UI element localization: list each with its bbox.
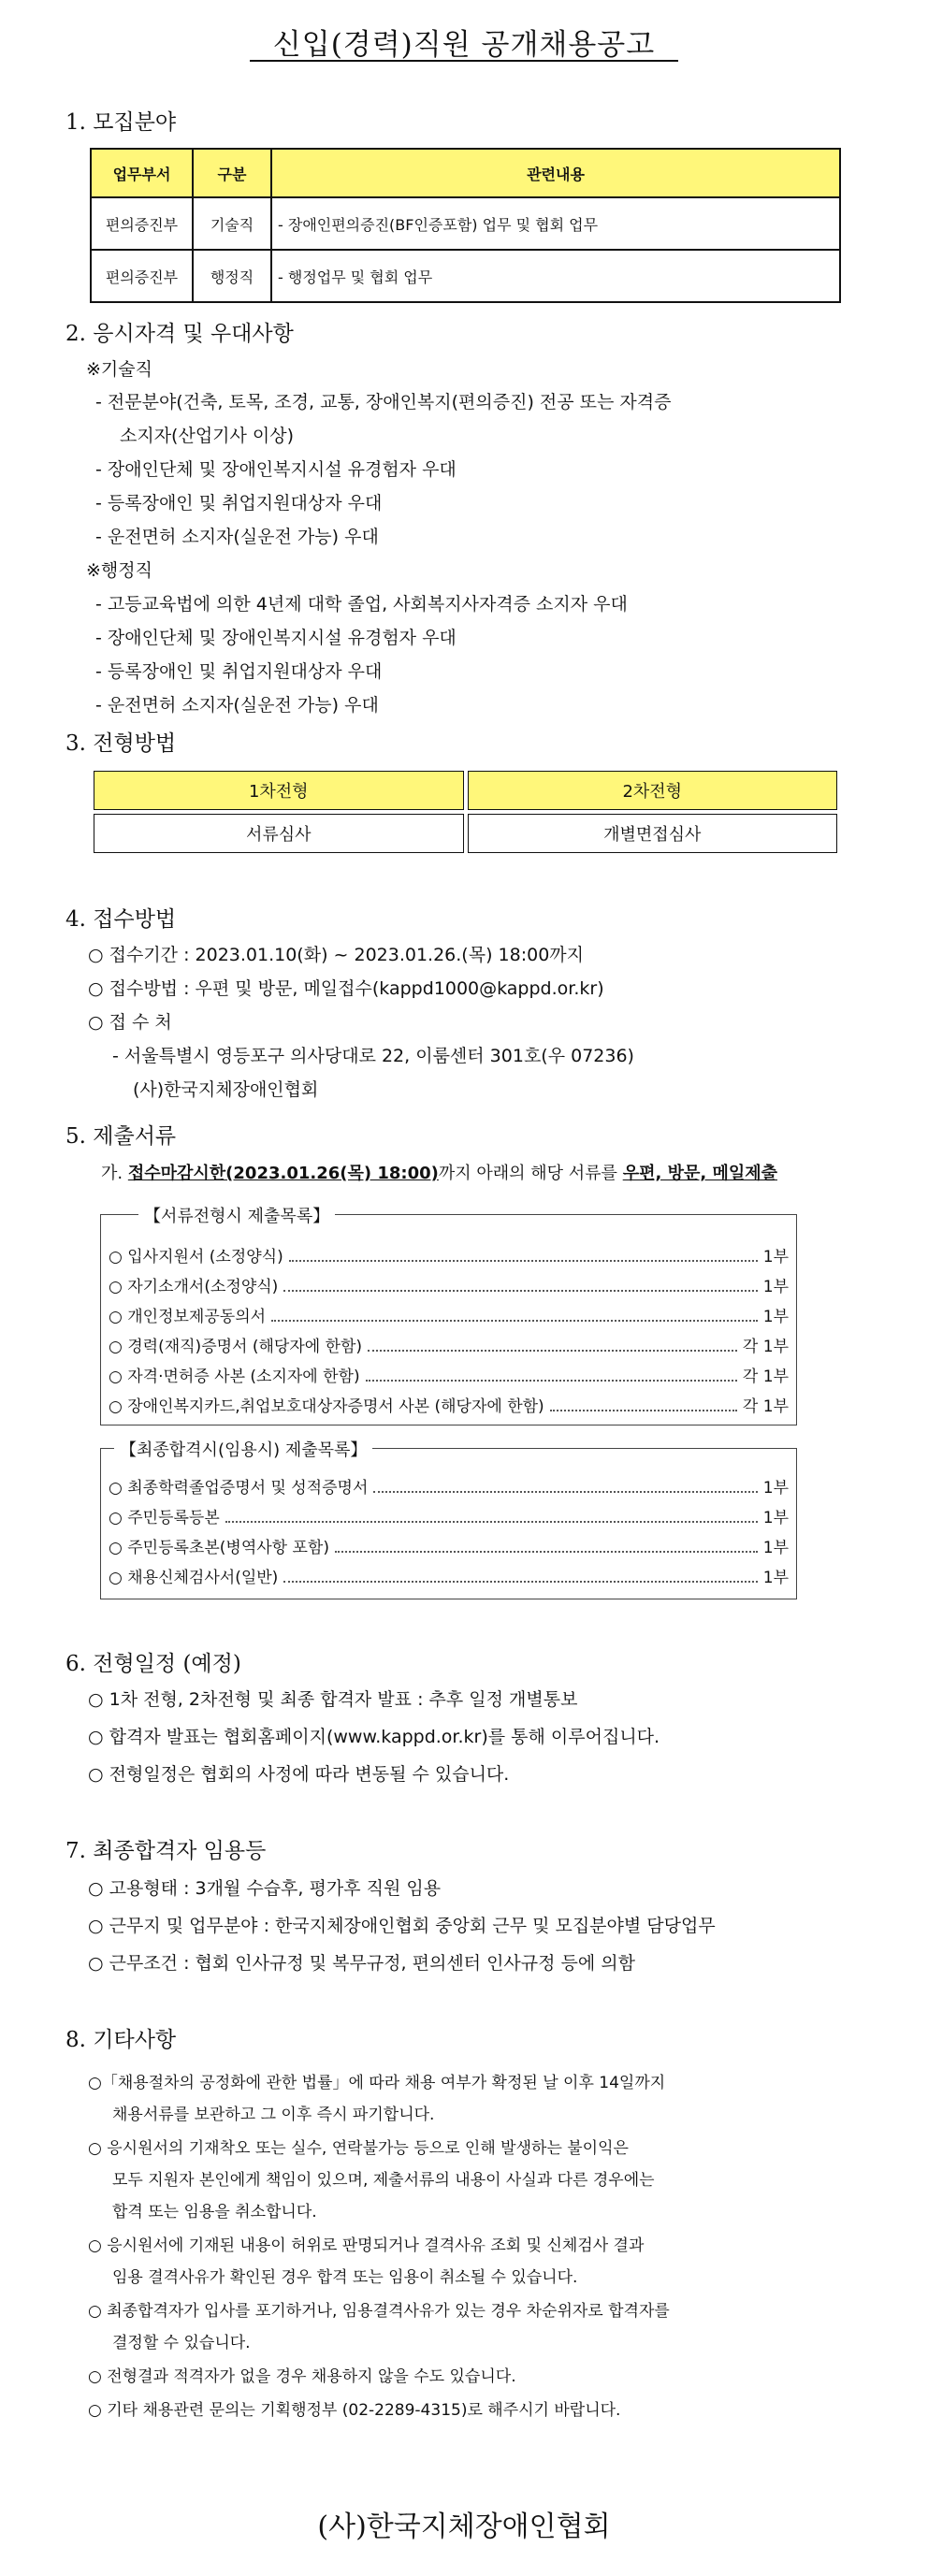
- section4-heading: 4. 접수방법: [65, 907, 177, 932]
- table-header-cell: 업무부서: [91, 149, 193, 197]
- list-item: - 서울특별시 영등포구 의사당대로 22, 이룸센터 301호(우 07236): [112, 1046, 634, 1066]
- table-header-row: [94, 771, 837, 810]
- list-item: ○ 근무조건 : 협회 인사규정 및 복무규정, 편의센터 인사규정 등에 의함: [88, 1953, 635, 1974]
- item-count: 1부: [762, 1538, 789, 1557]
- item-count: 1부: [762, 1478, 789, 1498]
- item-count: 1부: [762, 1508, 789, 1527]
- table-header-row: [91, 149, 840, 197]
- list-item: [109, 1471, 789, 1499]
- list-item: ○ 고용형태 : 3개월 수습후, 평가후 직원 임용: [88, 1878, 442, 1899]
- list-item: [109, 1300, 789, 1328]
- title-underline: [250, 60, 678, 62]
- paragraph-line: ○ 기타 채용관련 문의는 기획행정부 (02-2289-4315)로 해주시기 바랍니다.: [88, 2401, 621, 2420]
- item-count: 각 1부: [742, 1397, 789, 1416]
- list-item: - 장애인단체 및 장애인복지시설 유경험자 우대: [95, 459, 457, 480]
- table-row: [94, 814, 837, 853]
- list-item: - 운전면허 소지자(실운전 가능) 우대: [95, 527, 379, 547]
- item-count: 1부: [762, 1568, 789, 1587]
- organization-name: (사)한국지체장애인협회: [317, 2511, 611, 2543]
- table-header-cell: 1차전형: [94, 771, 464, 810]
- final-document-list-box: [100, 1440, 797, 1599]
- paragraph-line: 모두 지원자 본인에게 책임이 있으며, 제출서류의 내용이 사실과 다른 경우에는: [112, 2171, 655, 2190]
- table-cell: 기술직: [193, 197, 271, 250]
- leader-dots: [289, 1247, 758, 1262]
- item-label: ○ 경력(재직)증명서 (해당자에 한함): [109, 1337, 363, 1356]
- table-row: [91, 250, 840, 302]
- paragraph-line: 합격 또는 임용을 취소합니다.: [112, 2203, 317, 2221]
- table-cell: - 장애인편의증진(BF인증포함) 업무 및 협회 업무: [271, 197, 840, 250]
- table-cell: - 행정업무 및 협회 업무: [271, 250, 840, 302]
- section8-heading: 8. 기타사항: [65, 2028, 177, 2052]
- box-title: 【서류전형시 제출목록】: [138, 1203, 335, 1227]
- paragraph-line: ○ 전형결과 적격자가 없을 경우 채용하지 않을 수도 있습니다.: [88, 2367, 516, 2386]
- lead-mid: 까지 아래의 해당 서류를: [438, 1164, 623, 1183]
- section6-heading: 6. 전형일정 (예정): [65, 1652, 241, 1676]
- item-count: 1부: [762, 1247, 789, 1266]
- table-header-cell: 관련내용: [271, 149, 840, 197]
- lead-deadline: 접수마감시한(2023.01.26(목) 18:00): [127, 1164, 439, 1183]
- item-label: ○ 채용신체검사서(일반): [109, 1568, 279, 1587]
- lead-prefix: 가.: [101, 1164, 128, 1183]
- section3-heading: 3. 전형방법: [65, 731, 177, 756]
- list-item: - 고등교육법에 의한 4년제 대학 졸업, 사회복지사자격증 소지자 우대: [95, 594, 628, 615]
- leader-dots: [368, 1337, 737, 1352]
- paragraph-line: ○ 응시원서에 기재된 내용이 허위로 판명되거나 결격사유 조회 및 신체검사 결과: [88, 2236, 645, 2255]
- table-row: [91, 197, 840, 250]
- recruit-field-table: [90, 148, 841, 303]
- list-item: 소지자(산업기사 이상): [120, 426, 295, 446]
- item-label: ○ 주민등록초본(병역사항 포함): [109, 1538, 329, 1557]
- paragraph-line: ○ 응시원서의 기재착오 또는 실수, 연락불가능 등으로 인해 발생하는 불이익은: [88, 2139, 629, 2158]
- list-item: - 등록장애인 및 취업지원대상자 우대: [95, 661, 383, 682]
- leader-dots: [366, 1367, 737, 1382]
- list-item: [109, 1270, 789, 1298]
- lead-method: 우편, 방문, 메일제출: [622, 1164, 777, 1183]
- list-item: [109, 1390, 789, 1418]
- item-count: 1부: [762, 1277, 789, 1296]
- list-item: [109, 1501, 789, 1529]
- leader-dots: [283, 1568, 757, 1583]
- list-item: ○ 접수기간 : 2023.01.10(화) ~ 2023.01.26.(목) 18:00까지: [88, 945, 584, 965]
- selection-method-table: [90, 767, 841, 857]
- submission-lead: [101, 1160, 777, 1184]
- leader-dots: [373, 1478, 757, 1493]
- item-count: 각 1부: [742, 1367, 789, 1386]
- paragraph-line: ○ 최종합격자가 입사를 포기하거나, 임용결격사유가 있는 경우 차순위자로 합격자를: [88, 2302, 670, 2321]
- item-label: ○ 입사지원서 (소정양식): [109, 1247, 283, 1266]
- document-list-box: [100, 1207, 797, 1425]
- page-title: 신입(경력)직원 공개채용공고: [272, 28, 656, 62]
- list-item: - 등록장애인 및 취업지원대상자 우대: [95, 493, 383, 514]
- item-label: ○ 주민등록등본: [109, 1508, 220, 1527]
- leader-dots: [335, 1538, 758, 1553]
- list-item: [109, 1240, 789, 1268]
- admin-label: ※행정직: [86, 560, 152, 581]
- list-item: ○ 1차 전형, 2차전형 및 최종 합격자 발표 : 추후 일정 개별통보: [88, 1689, 578, 1710]
- item-label: ○ 자격·면허증 사본 (소지자에 한함): [109, 1367, 360, 1386]
- box-title: 【최종합격시(임용시) 제출목록】: [114, 1437, 372, 1461]
- table-cell: 편의증진부: [91, 250, 193, 302]
- table-header-cell: 2차전형: [468, 771, 838, 810]
- list-item: ○ 접수방법 : 우편 및 방문, 메일접수(kappd1000@kappd.or.kr): [88, 978, 604, 999]
- item-count: 각 1부: [742, 1337, 789, 1356]
- table-cell: 서류심사: [94, 814, 464, 853]
- section2-heading: 2. 응시자격 및 우대사항: [65, 322, 294, 346]
- tech-label: ※기술직: [86, 359, 152, 380]
- item-label: ○ 개인정보제공동의서: [109, 1307, 267, 1326]
- leader-dots: [225, 1508, 758, 1523]
- list-item: ○ 합격자 발표는 협회홈페이지(www.kappd.or.kr)를 통해 이루어집니다.: [88, 1727, 660, 1747]
- section7-heading: 7. 최종합격자 임용등: [65, 1839, 267, 1863]
- list-item: ○ 전형일정은 협회의 사정에 따라 변동될 수 있습니다.: [88, 1764, 510, 1785]
- list-item: [109, 1360, 789, 1388]
- section1-heading: 1. 모집분야: [65, 110, 177, 135]
- list-item: - 전문분야(건축, 토목, 조경, 교통, 장애인복지(편의증진) 전공 또는 자격증: [95, 392, 672, 412]
- list-item: [109, 1561, 789, 1589]
- table-cell: 개별면접심사: [468, 814, 838, 853]
- item-label: ○ 최종학력졸업증명서 및 성적증명서: [109, 1478, 369, 1498]
- table-header-cell: 구분: [193, 149, 271, 197]
- leader-dots: [271, 1307, 758, 1322]
- paragraph-line: 임용 결격사유가 확인된 경우 합격 또는 임용이 취소될 수 있습니다.: [112, 2268, 578, 2287]
- leader-dots: [550, 1397, 737, 1411]
- table-cell: 편의증진부: [91, 197, 193, 250]
- list-item: - 장애인단체 및 장애인복지시설 유경험자 우대: [95, 628, 457, 648]
- item-count: 1부: [762, 1307, 789, 1326]
- section5-heading: 5. 제출서류: [65, 1124, 177, 1149]
- paragraph-line: 결정할 수 있습니다.: [112, 2334, 251, 2352]
- list-item: - 운전면허 소지자(실운전 가능) 우대: [95, 695, 379, 716]
- list-item: [109, 1330, 789, 1358]
- list-item: (사)한국지체장애인협회: [133, 1079, 319, 1100]
- leader-dots: [283, 1277, 757, 1292]
- list-item: ○ 근무지 및 업무분야 : 한국지체장애인협회 중앙회 근무 및 모집분야별 담당업무: [88, 1916, 716, 1936]
- paragraph-line: 채용서류를 보관하고 그 이후 즉시 파기합니다.: [112, 2106, 435, 2124]
- item-label: ○ 장애인복지카드,취업보호대상자증명서 사본 (해당자에 한함): [109, 1397, 544, 1416]
- table-cell: 행정직: [193, 250, 271, 302]
- item-label: ○ 자기소개서(소정양식): [109, 1277, 279, 1296]
- list-item: [109, 1531, 789, 1559]
- list-item: ○ 접 수 처: [88, 1012, 172, 1033]
- paragraph-line: ○「채용절차의 공정화에 관한 법률」에 따라 채용 여부가 확정된 날 이후 14일까지: [88, 2074, 666, 2092]
